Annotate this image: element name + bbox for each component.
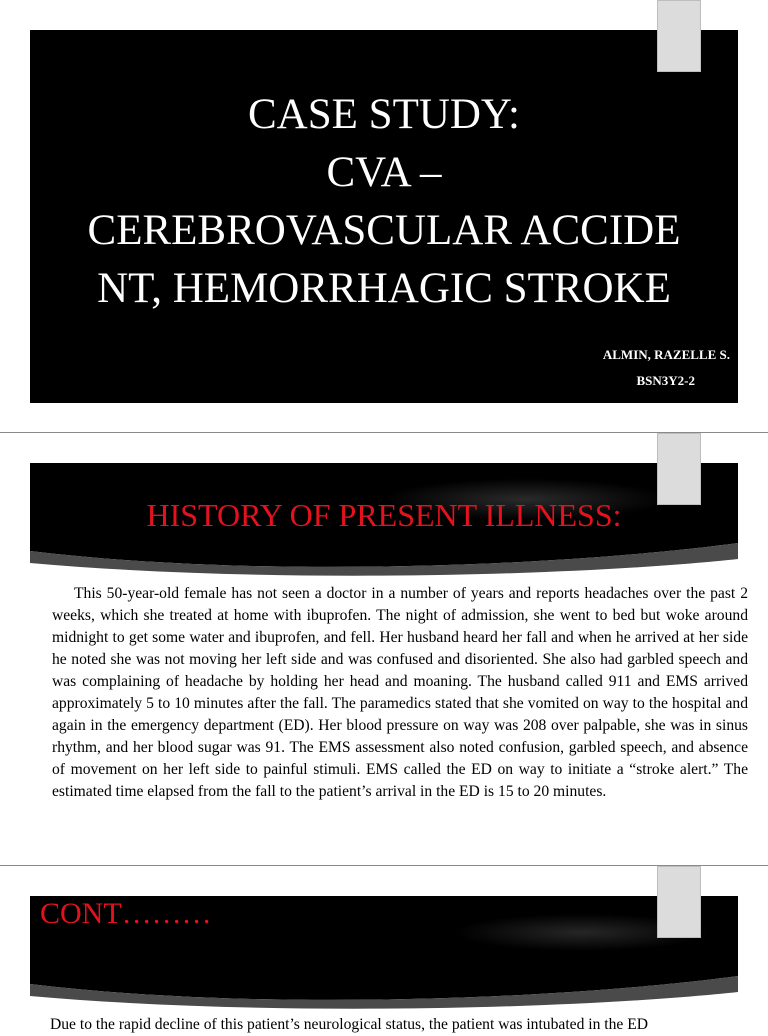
title-slide [0, 0, 768, 432]
continuation-slide [0, 866, 768, 1033]
slide-corner-tab [657, 866, 701, 938]
continuation-paragraph: Due to the rapid decline of this patient’s neurological status, the patient was intubated in the ED [50, 1016, 649, 1033]
course-section: BSN3Y2-2 [636, 373, 695, 388]
section-heading: CONT……… [40, 897, 212, 930]
author-name: ALMIN, RAZELLE S. [602, 347, 730, 362]
slide-title: CASE STUDY: CVA – CEREBROVASCULAR ACCIDE NT, HEMORRHAGIC STROKE [87, 91, 681, 312]
section-heading: HISTORY OF PRESENT ILLNESS: [146, 497, 622, 533]
slide-corner-tab [657, 0, 701, 72]
history-slide [0, 433, 768, 865]
history-paragraph: This 50-year-old female has not seen a doctor in a number of years and reports headaches over the past 2 weeks, which she treated at home with ibuprofen. The night of admission, she went to bed but woke around midnight to get some water and ibuprofen, and fell. Her husband heard her fall and when he arrived at her side he noted she was not moving her left side and was confused and disoriented. She also had garbled speech and was complaining of headache by holding her head and moaning. The husband called 911 and EMS arrived approximately 5 to 10 minutes after the fall. The paramedics stated that she vomited on way to the hospital and again in the emergency department (ED). Her blood pressure on way was 208 over palpable, she was in sinus rhythm, and her blood sugar was 91. The EMS assessment also noted confusion, garbled speech, and absence of movement on her left side to painful stimuli. EMS called the ED on way to initiate a “stroke alert.” The estimated time elapsed from the fall to the patient’s arrival in the ED is 15 to 20 minutes. [52, 585, 748, 800]
